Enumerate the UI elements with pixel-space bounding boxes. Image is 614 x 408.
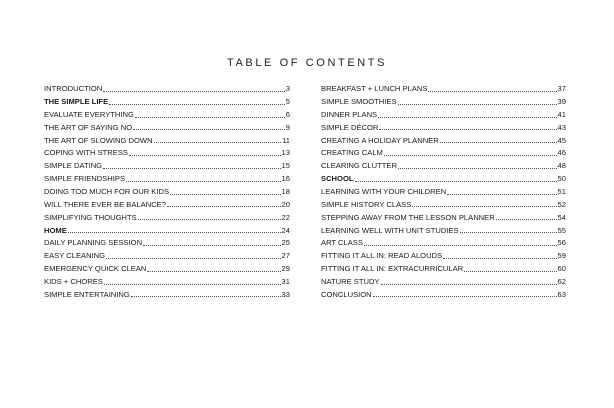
toc-entry[interactable] [321, 157, 566, 170]
toc-entry-label: FITTING IT ALL IN: READ ALOUDS [321, 251, 443, 260]
toc-entry-label: DOING TOO MUCH FOR OUR KIDS [44, 187, 170, 196]
toc-page-number: 39 [557, 97, 566, 106]
toc-page-number: 6 [285, 109, 290, 119]
toc-entry[interactable] [44, 196, 290, 209]
dot-leader [381, 284, 557, 285]
dot-leader [398, 168, 557, 169]
toc-entry-label: INTRODUCTION [44, 84, 103, 93]
dot-leader [364, 245, 557, 246]
toc-page-number: 59 [557, 251, 566, 260]
dot-leader [464, 271, 556, 272]
dot-leader [133, 129, 285, 130]
dot-leader [170, 194, 281, 195]
dot-leader [447, 194, 556, 195]
toc-page-number: 43 [557, 122, 566, 132]
toc-entry-label: STEPPING AWAY FROM THE LESSON PLANNER [321, 212, 495, 222]
dot-leader [398, 104, 557, 105]
toc-section-entry[interactable] [44, 221, 290, 234]
toc-entry[interactable] [44, 170, 290, 183]
toc-page-number: 50 [557, 174, 566, 183]
toc-page-number: 46 [557, 148, 566, 158]
toc-page-number: 63 [557, 289, 566, 299]
toc-entry-label: SIMPLE HISTORY CLASS [321, 199, 412, 209]
toc-entry-label: HOME [44, 225, 67, 235]
toc-section-entry[interactable] [321, 170, 566, 183]
toc-entry-label: THE SIMPLE LIFE [44, 97, 109, 106]
toc-entry[interactable] [44, 260, 290, 273]
dot-leader [443, 258, 556, 259]
toc-page-number: 5 [285, 97, 290, 106]
toc-entry-label: THE ART OF SAYING NO [44, 122, 133, 132]
dot-leader [109, 104, 285, 105]
dot-leader [460, 232, 557, 233]
toc-entry-label: SIMPLE FRIENDSHIPS [44, 174, 126, 183]
toc-entry-label: NATURE STUDY [321, 276, 380, 286]
toc-section-entry[interactable] [44, 93, 290, 106]
toc-page-number: 9 [285, 122, 290, 132]
toc-page-number: 3 [285, 84, 290, 93]
toc-entry-label: DAILY PLANNING SESSION [44, 238, 143, 247]
toc-entry[interactable] [44, 144, 290, 157]
toc-heading: TABLE OF CONTENTS [226, 57, 388, 69]
toc-entry-label: ART CLASS [321, 238, 363, 247]
dot-leader [126, 181, 281, 182]
toc-page-number: 25 [281, 238, 290, 247]
dot-leader [154, 142, 282, 143]
toc-entry[interactable] [44, 286, 290, 299]
toc-entry-label: SIMPLE DÉCOR [321, 122, 379, 132]
dot-leader [373, 296, 557, 297]
toc-page-number: 56 [557, 238, 566, 247]
toc-entry[interactable] [321, 286, 566, 299]
toc-page-number: 37 [557, 84, 566, 93]
dot-leader [428, 91, 556, 92]
toc-entry-label: DINNER PLANS [321, 109, 378, 119]
toc-page-number: 45 [557, 135, 566, 145]
toc-entry-label: CREATING CALM [321, 148, 383, 158]
toc-entry[interactable] [321, 80, 566, 93]
toc-entry[interactable] [321, 144, 566, 157]
dot-leader [68, 232, 281, 233]
toc-page-number: 62 [557, 276, 566, 286]
toc-entry[interactable] [321, 234, 566, 247]
toc-entry[interactable] [321, 106, 566, 119]
toc-entry-label: LEARNING WELL WITH UNIT STUDIES [321, 225, 459, 235]
dot-leader [104, 284, 281, 285]
dot-leader [440, 142, 557, 143]
toc-entry[interactable] [44, 80, 290, 93]
toc-page-number: 18 [281, 187, 290, 196]
toc-entry[interactable] [321, 131, 566, 144]
toc-entry-label: CREATING A HOLIDAY PLANNER [321, 135, 439, 145]
toc-page-number: 52 [557, 199, 566, 209]
toc-entry[interactable] [44, 106, 290, 119]
toc-page-number: 41 [557, 109, 566, 119]
dot-leader [143, 245, 280, 246]
toc-page-number: 29 [281, 264, 290, 273]
toc-page-number: 24 [281, 225, 290, 235]
toc-page-number: 60 [557, 264, 566, 273]
toc-page-number: 31 [281, 276, 290, 286]
toc-entry-label: SIMPLIFYING THOUGHTS [44, 212, 137, 222]
dot-leader [167, 206, 281, 207]
toc-page-number: 22 [281, 212, 290, 222]
toc-page-number: 11 [282, 135, 290, 145]
toc-page-number: 48 [557, 161, 566, 170]
dot-leader [131, 296, 281, 297]
dot-leader [138, 219, 281, 220]
toc-entry-label: EVALUATE EVERYTHING [44, 109, 134, 119]
toc-entry-label: FITTING IT ALL IN: EXTRACURRICULAR [321, 264, 464, 273]
toc-entry[interactable] [44, 157, 290, 170]
toc-page-number: 55 [557, 225, 566, 235]
toc-entry-label: CONCLUSION [321, 289, 372, 299]
toc-entry-label: CLEARING CLUTTER [321, 161, 397, 170]
toc-page-number: 54 [557, 212, 566, 222]
dot-leader [129, 155, 281, 156]
toc-entry[interactable] [44, 119, 290, 132]
dot-leader [106, 258, 280, 259]
dot-leader [384, 155, 557, 156]
toc-entry[interactable] [44, 131, 290, 144]
dot-leader [147, 271, 280, 272]
dot-leader [496, 219, 557, 220]
toc-page-number: 13 [281, 148, 290, 158]
toc-entry-label: SCHOOL [321, 174, 354, 183]
dot-leader [103, 91, 285, 92]
toc-page-number: 51 [557, 187, 566, 196]
toc-entry[interactable] [44, 208, 290, 221]
toc-page-number: 15 [281, 161, 290, 170]
toc-entry[interactable] [44, 247, 290, 260]
toc-page-number: 20 [281, 199, 290, 209]
toc-right-column [321, 80, 566, 298]
toc-entry-label: SIMPLE ENTERTAINING [44, 289, 130, 299]
dot-leader [135, 117, 285, 118]
toc-entry-label: SIMPLE DATING [44, 161, 103, 170]
toc-page-number: 33 [281, 289, 290, 299]
toc-entry[interactable] [44, 234, 290, 247]
toc-entry-label: COPING WITH STRESS [44, 148, 128, 158]
dot-leader [378, 117, 556, 118]
dot-leader [103, 168, 280, 169]
dot-leader [379, 129, 556, 130]
toc-entry[interactable] [321, 119, 566, 132]
toc-entry-label: THE ART OF SLOWING DOWN [44, 135, 153, 145]
toc-entry[interactable] [321, 221, 566, 234]
toc-entry[interactable] [321, 273, 566, 286]
toc-page-number: 16 [281, 174, 290, 183]
toc-left-column [44, 80, 290, 298]
dot-leader [412, 206, 556, 207]
toc-entry-label: KIDS + CHORES [44, 276, 103, 286]
toc-entry[interactable] [321, 183, 566, 196]
toc-entry[interactable] [321, 196, 566, 209]
toc-entry-label: WILL THERE EVER BE BALANCE? [44, 199, 166, 209]
dot-leader [355, 181, 557, 182]
toc-entry-label: EMERGENCY QUICK CLEAN [44, 264, 147, 273]
toc-page-number: 27 [281, 251, 290, 260]
toc-entry-label: EASY CLEANING [44, 251, 106, 260]
toc-entry[interactable] [321, 247, 566, 260]
toc-entry[interactable] [321, 208, 566, 221]
toc-entry-label: LEARNING WITH YOUR CHILDREN [321, 187, 447, 196]
toc-entry[interactable] [44, 183, 290, 196]
toc-entry[interactable] [321, 93, 566, 106]
toc-entry[interactable] [44, 273, 290, 286]
toc-entry-label: SIMPLE SMOOTHIES [321, 97, 397, 106]
toc-entry[interactable] [321, 260, 566, 273]
toc-entry-label: BREAKFAST + LUNCH PLANS [321, 84, 428, 93]
